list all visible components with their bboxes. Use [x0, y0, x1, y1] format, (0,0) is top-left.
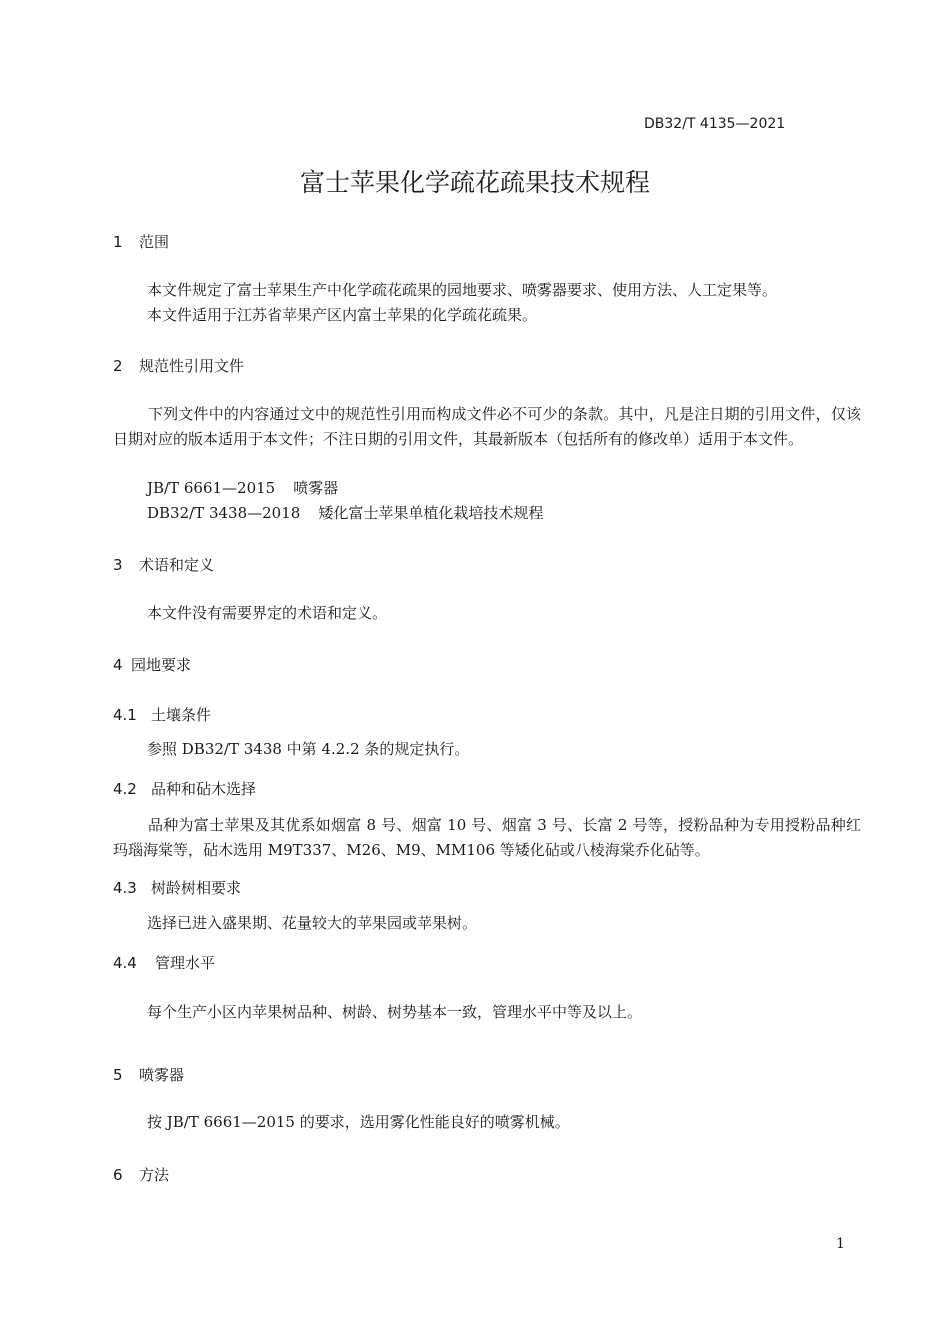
reference-name: 矮化富士苹果单植化栽培技术规程 [318, 504, 544, 522]
variety-rootstock-text: 品种为富士苹果及其优系如烟富 8 号、烟富 10 号、烟富 3 号、长富 2 号等，授粉品种为专用授粉品种红玛瑙海棠等，砧木选用 M9T337、M26、M9、MM106 等矮化砧或八棱海棠乔化砧等。 [113, 816, 861, 859]
soil-conditions-text: 参照 DB32/T 3438 中第 4.2.2 条的规定执行。 [147, 740, 470, 758]
section-number: 1 [113, 233, 123, 251]
subsection-title: 品种和砧木选择 [151, 780, 257, 798]
section-1-heading [113, 231, 169, 252]
section-number: 6 [113, 1166, 123, 1184]
subsection-4-3-heading [113, 877, 241, 898]
subsection-title: 管理水平 [155, 954, 216, 972]
section-title: 范围 [139, 233, 170, 251]
normative-references-paragraph: 下列文件中的内容通过文中的规范性引用而构成文件必不可少的条款。其中，凡是注日期的引用文件，仅该日期对应的版本适用于本文件；不注日期的引用文件，其最新版本（包括所有的修改单）适用于本文件。 [113, 405, 861, 448]
section-2-heading [113, 355, 244, 376]
sprayer-text: 按 JB/T 6661—2015 的要求，选用雾化性能良好的喷雾机械。 [147, 1113, 570, 1131]
reference-item [147, 477, 338, 498]
section-number: 2 [113, 357, 123, 375]
tree-age-text: 选择已进入盛果期、花量较大的苹果园或苹果树。 [147, 914, 478, 932]
reference-item [147, 502, 543, 523]
reference-name: 喷雾器 [293, 479, 339, 497]
standard-number: DB32/T 4135—2021 [644, 116, 786, 132]
section-title: 术语和定义 [139, 556, 215, 574]
reference-code: JB/T 6661—2015 [147, 479, 276, 497]
subsection-4-2-heading [113, 778, 256, 799]
section-5-heading [113, 1064, 184, 1085]
subsection-title: 树龄树相要求 [151, 879, 242, 897]
subsection-4-1-heading [113, 704, 211, 725]
subsection-number: 4.3 [113, 879, 137, 897]
document-title: 富士苹果化学疏花疏果技术规程 [299, 168, 650, 197]
subsection-4-4-heading [113, 952, 215, 973]
section-title: 喷雾器 [139, 1066, 185, 1084]
reference-code: DB32/T 3438—2018 [147, 504, 301, 522]
section-number: 5 [113, 1066, 123, 1084]
scope-paragraph-1: 本文件规定了富士苹果生产中化学疏花疏果的园地要求、喷雾器要求、使用方法、人工定果等。 [147, 281, 778, 299]
section-title: 方法 [139, 1166, 170, 1184]
subsection-number: 4.2 [113, 780, 137, 798]
section-6-heading [113, 1164, 169, 1185]
scope-paragraph-2: 本文件适用于江苏省苹果产区内富士苹果的化学疏花疏果。 [147, 306, 538, 324]
section-title: 规范性引用文件 [139, 357, 245, 375]
section-number: 4 [113, 656, 123, 674]
section-3-heading [113, 554, 214, 575]
section-number: 3 [113, 556, 123, 574]
section-4-heading [113, 654, 191, 675]
terms-paragraph: 本文件没有需要界定的术语和定义。 [147, 604, 388, 622]
section-title: 园地要求 [131, 656, 192, 674]
subsection-title: 土壤条件 [151, 706, 212, 724]
management-level-text: 每个生产小区内苹果树品种、树龄、树势基本一致，管理水平中等及以上。 [147, 1003, 643, 1021]
subsection-number: 4.4 [113, 954, 137, 972]
subsection-number: 4.1 [113, 706, 137, 724]
page-number: 1 [836, 1236, 845, 1252]
